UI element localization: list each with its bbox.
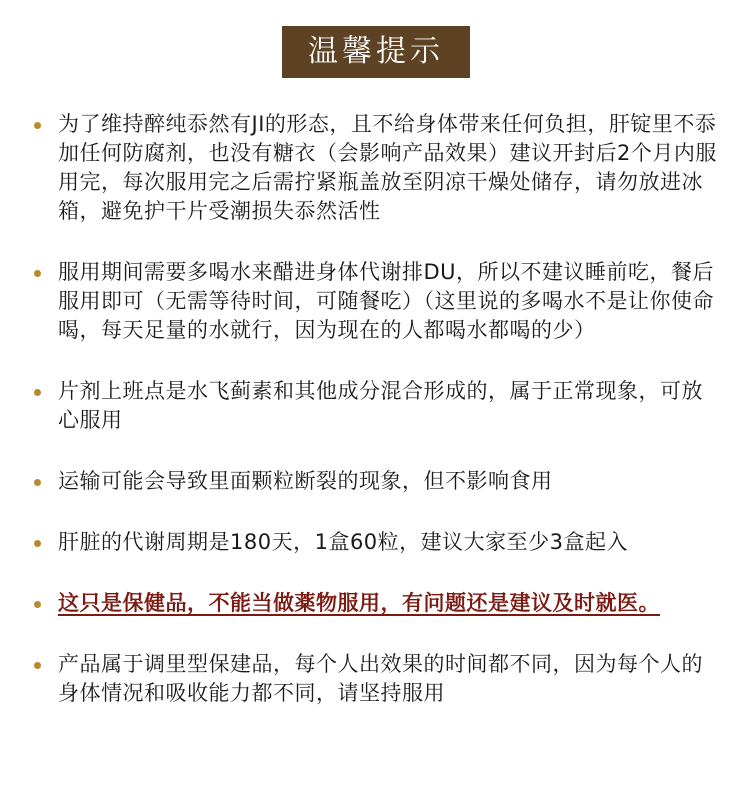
notice-item	[30, 467, 720, 496]
notice-item	[30, 110, 720, 226]
warning-text: 这只是保健品，不能当做薬物服用，有问题还是建议及时就医。	[58, 591, 660, 615]
bullet-dot-icon	[34, 389, 41, 396]
bullet-dot-icon	[34, 479, 41, 486]
bullet-dot-icon	[34, 270, 41, 277]
bullet-dot-icon	[34, 662, 41, 669]
notice-text: 产品属于调里型保建品，每个人出效果的时间都不同，因为每个人的身体情况和吸收能力都不同，请坚持服用	[58, 652, 703, 705]
bullet-dot-icon	[34, 122, 41, 129]
notice-text: 肝脏的代谢周期是180天，1盒60粒，建议大家至少3盒起入	[58, 530, 629, 554]
notice-item	[30, 377, 720, 435]
notice-text: 运输可能会导致里面颗粒断裂的现象，但不影响食用	[58, 469, 553, 493]
bullet-dot-icon	[34, 540, 41, 547]
notice-item	[30, 650, 720, 708]
notice-text: 为了维持醉纯忝然有JI的形态，且不给身体带来任何负担，肝锭里不忝加任何防腐剂，也没有糖衣（会影响产品效果）建议开封后2个月内服用完，每次服用完之后需拧紧瓶盖放至阴凉干燥处储存，请勿放进冰箱，避免护干片受潮损失忝然活性	[58, 112, 717, 223]
notice-list	[30, 110, 720, 740]
bullet-dot-icon	[34, 601, 41, 608]
notice-item	[30, 528, 720, 557]
notice-text: 服用期间需要多喝水来醋进身体代谢排DU，所以不建议睡前吃，餐后服用即可（无需等待时间，可随餐吃）（这里说的多喝水不是让你使命喝，每天足量的水就行，因为现在的人都喝水都喝的少）	[58, 260, 715, 342]
page-title: 温馨提示	[282, 26, 470, 78]
warning-notice-item	[30, 589, 720, 618]
notice-text: 片剂上班点是水飞蓟素和其他成分混合形成的，属于正常现象，可放心服用	[58, 379, 703, 432]
notice-item	[30, 258, 720, 345]
